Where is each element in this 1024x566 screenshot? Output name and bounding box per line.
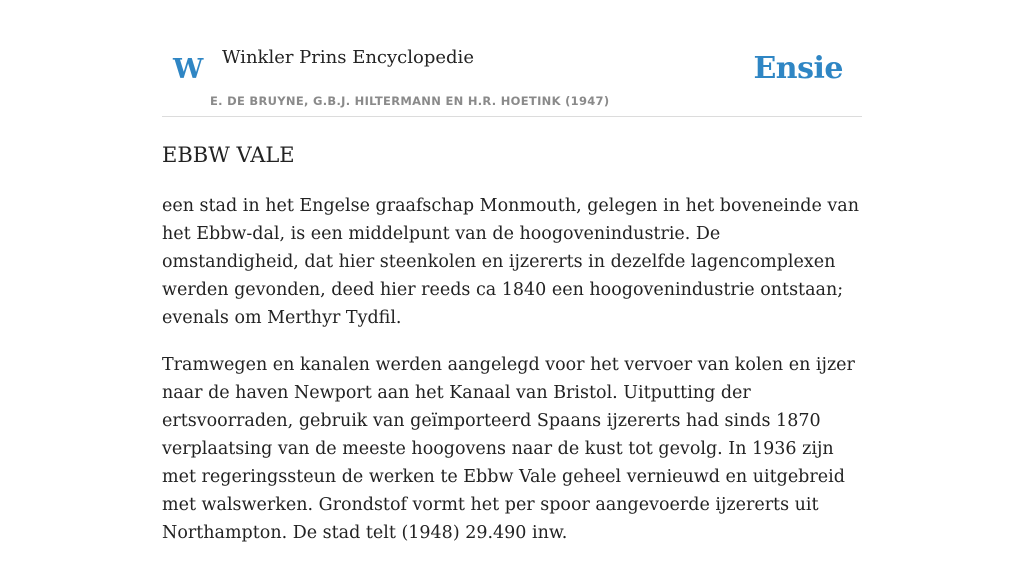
ensie-logo[interactable]: Ensie bbox=[753, 51, 843, 86]
source-title[interactable]: Winkler Prins Encyclopedie bbox=[222, 47, 474, 68]
entry-body bbox=[162, 192, 862, 566]
source-authors: E. DE BRUYNE, G.B.J. HILTERMANN EN H.R. HOETINK (1947) bbox=[210, 94, 610, 108]
entry-paragraph: Tramwegen en kanalen werden aangelegd voor het vervoer van kolen en ijzer naar de haven Newport aan het Kanaal van Bristol. Uitputting der ertsvoorraden, gebruik van geïmporteerd Spaans ijzererts had sinds 1870 verplaatsing van de meeste hoogovens naar de kust tot gevolg. In 1936 zijn met regeringssteun de werken te Ebbw Vale geheel vernieuwd en uitgebreid met walswerken. Grondstof vormt het per spoor aangevoerde ijzererts uit Northampton. De stad telt (1948) 29.490 inw. bbox=[162, 355, 855, 543]
site-header bbox=[162, 0, 862, 117]
entry-paragraph: een stad in het Engelse graafschap Monmouth, gelegen in het boveneinde van het Ebbw-dal, is een middelpunt van de hoogovenindustrie. De omstandigheid, dat hier steenkolen en ijzererts in dezelfde lagencomplexen werden gevonden, deed hier reeds ca 1840 een hoogovenindustrie ontstaan; evenals om Merthyr Tydfil. bbox=[162, 196, 859, 328]
winkler-prins-logo[interactable]: W bbox=[173, 54, 204, 85]
entry-title: EBBW VALE bbox=[162, 143, 295, 167]
